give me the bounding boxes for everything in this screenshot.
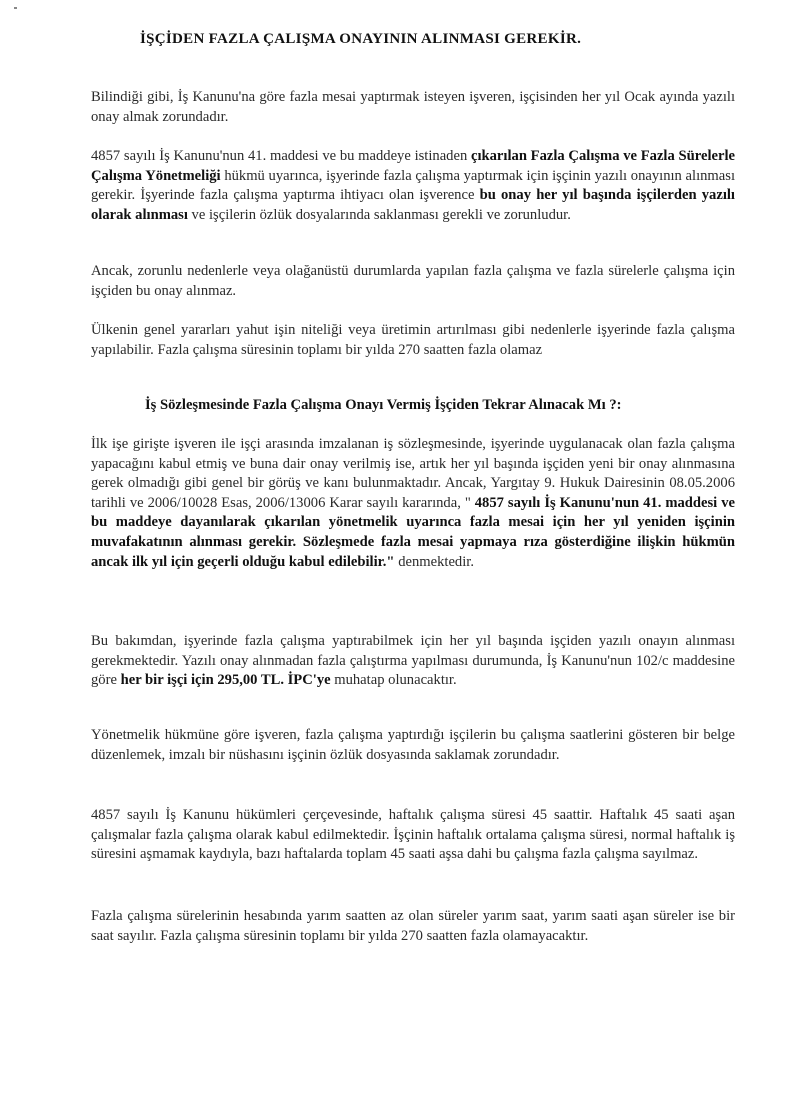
paragraph-law-4857 — [91, 147, 735, 225]
paragraph-calculation: Fazla çalışma sürelerinin hesabında yarım saatten az olan süreler yarım saat, yarım saati aşan süreler ise bir saat sayılır. Fazla çalışma süresinin toplamı bir yılda 270 saatten fazla olamayacaktır. — [91, 908, 735, 944]
p2-bold-yearly-consent: bu onay her yıl başında işçilerden yazılı olarak alınması — [91, 187, 735, 223]
p5-text-a: İlk işe girişte işveren ile işçi arasında imzalanan iş sözleşmesinde, işyerinde uygulanacak olan fazla çalışma yapacağını kabul etmiş ve buna dair onay verilmiş ise, artık her yıl başında işçiden yeni bir onay alınmasına gerek olmadığı gibi genel bir görüş ve kanı bulunmaktadır. Ancak, Yargıtay 9. Hukuk Dairesinin 08.05.2006 tarihli ve 2006/10028 Esas, 2006/13006 Karar sayılı kararında, " — [91, 436, 735, 511]
p2-text-a: 4857 sayılı İş Kanunu'nun 41. maddesi ve bu maddeye istinaden — [91, 148, 471, 164]
p5-bold-quote: 4857 sayılı İş Kanunu'nun 41. maddesi ve bu maddeye dayanılarak çıkarılan yönetmelik uyarınca fazla mesai için her yıl yeniden işçinin muvafakatının alınması gerekir. Sözleşmede fazla mesai yapmaya rıza gösterdiğine ilişkin hükmün ancak ilk yıl için geçerli olduğu kabul edilebilir." — [91, 494, 735, 570]
section-heading: İş Sözleşmesinde Fazla Çalışma Onayı Vermiş İşçiden Tekrar Alınacak Mı ?: — [145, 397, 622, 413]
p6-text-c: muhatap olunacaktır. — [330, 672, 457, 689]
paragraph-270-hours: Ülkenin genel yararları yahut işin niteliği veya üretimin artırılması gibi nedenlerle işyerinde fazla çalışma yapılabilir. Fazla çalışma süresinin toplamı bir yılda 270 saatten fazla olamaz — [91, 322, 735, 358]
document-title: İŞÇİDEN FAZLA ÇALIŞMA ONAYININ ALINMASI GEREKİR. — [140, 31, 582, 47]
p2-bold-regulation: çıkarılan Fazla Çalışma ve Fazla Sürelerle Çalışma Yönetmeliği — [91, 148, 735, 184]
paragraph-penalty — [91, 632, 735, 691]
p6-bold-penalty: her bir işçi için 295,00 TL. İPC'ye — [120, 672, 331, 689]
paragraph-regulation-record: Yönetmelik hükmüne göre işveren, fazla çalışma yaptırdığı işçilerin bu çalışma saatlerini gösteren bir belge düzenlemek, imzalı bir nüshasını işçinin özlük dosyasında saklamak zorundadır. — [91, 727, 735, 763]
paragraph-intro: Bilindiği gibi, İş Kanunu'na göre fazla mesai yaptırmak isteyen işveren, işçisinden her yıl Ocak ayında yazılı onay almak zorundadır. — [91, 89, 735, 125]
paragraph-exception: Ancak, zorunlu nedenlerle veya olağanüstü durumlarda yapılan fazla çalışma ve fazla sürelerle çalışma için işçiden bu onay alınmaz. — [91, 263, 735, 299]
p2-text-e: ve işçilerin özlük dosyalarında saklanması gerekli ve zorunludur. — [187, 206, 571, 223]
p5-text-c: denmektedir. — [394, 553, 474, 570]
paragraph-45-hours: 4857 sayılı İş Kanunu hükümleri çerçevesinde, haftalık çalışma süresi 45 saattir. Haftalık 45 saati aşan çalışmalar fazla çalışma olarak kabul edilmektedir. İşçinin haftalık ortalama çalışma süresi, normal haftalık iş süresini aşmamak kaydıyla, bazı haftalarda toplam 45 saati aşsa dahi bu çalışma fazla çalışma sayılmaz. — [91, 807, 735, 863]
scan-speck — [14, 7, 17, 9]
p2-text-c: hükmü uyarınca, işyerinde fazla çalışma yaptırmak için işçinin yazılı onayının alınması gerekir. İşyerinde fazla çalışma yaptırma ihtiyacı olan işverence — [91, 167, 735, 204]
p6-text-a: Bu bakımdan, işyerinde fazla çalışma yaptırabilmek için her yıl başında işçiden yazılı onayın alınması gerekmektedir. Yazılı onay alınmadan fazla çalıştırma yapılması durumunda, İş Kanunu'nun 102/c maddesine göre — [91, 633, 735, 689]
paragraph-yargitay — [91, 435, 735, 572]
